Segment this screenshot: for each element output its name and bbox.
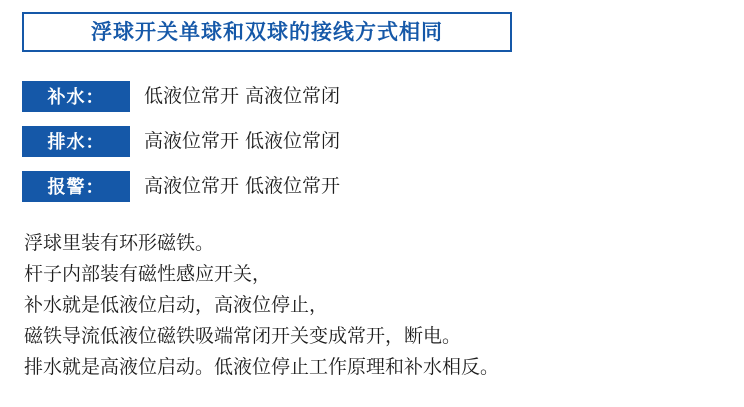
spec-row-drainage [22,123,722,159]
row-tag-alarm: 报警： [22,171,130,202]
description-line-1: 浮球里装有环形磁铁。 [24,232,215,254]
spec-row-alarm [22,168,722,204]
description-line-5: 排水就是高液位启动。低液位停止工作原理和补水相反。 [24,356,500,378]
description-line-3: 补水就是低液位启动，高液位停止， [24,294,329,316]
row-text-drainage: 高液位常开 低液位常闭 [144,129,341,152]
spec-row-water-supply [22,78,722,114]
description-line-4: 磁铁导流低液位磁铁吸端常闭开关变成常开，断电。 [24,325,462,347]
row-tag-drainage: 排水： [22,126,130,157]
page-title: 浮球开关单球和双球的接线方式相同 [91,19,443,44]
description-paragraph [24,228,730,383]
spec-rows [22,78,722,213]
title-banner [22,12,512,52]
row-text-alarm: 高液位常开 低液位常开 [144,174,341,197]
description-line-2: 杆子内部装有磁性感应开关， [24,263,272,285]
row-tag-water-supply: 补水： [22,81,130,112]
row-text-water-supply: 低液位常开 高液位常闭 [144,84,341,107]
